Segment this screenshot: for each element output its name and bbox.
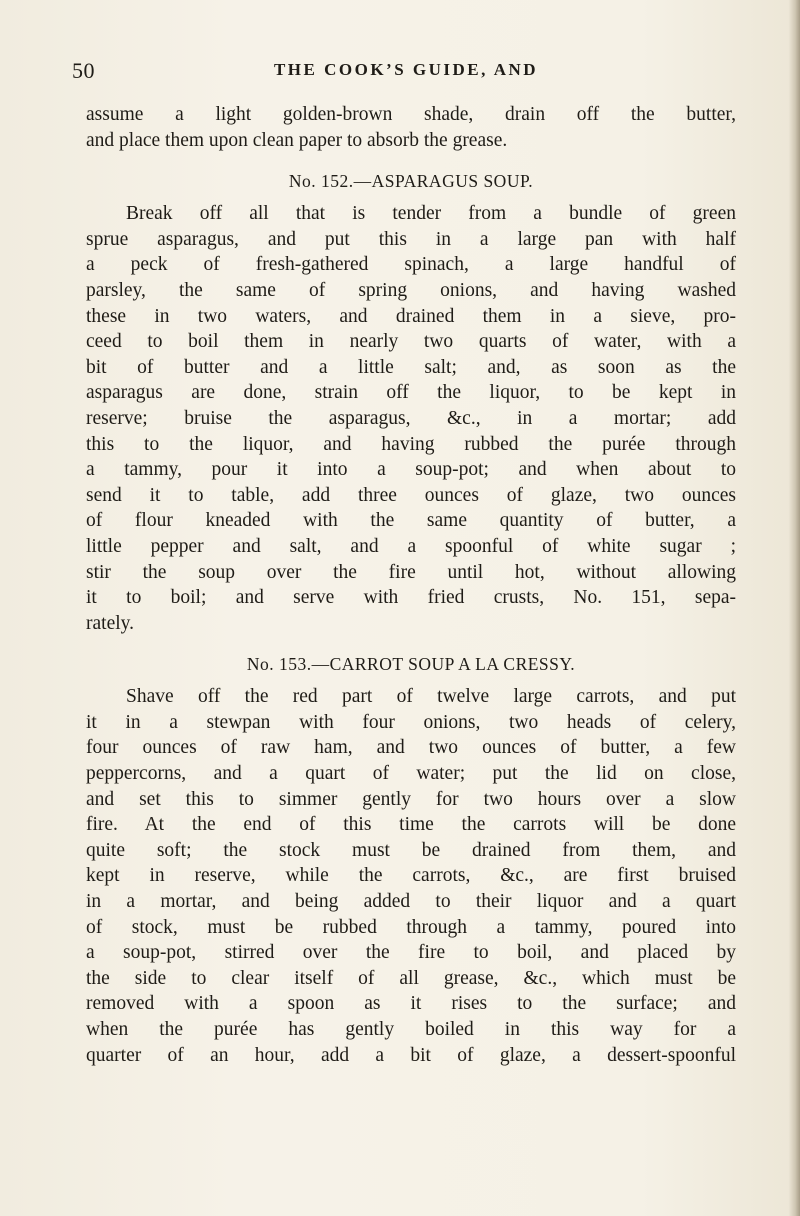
text-line: when the purée has gently boiled in this way for a xyxy=(86,1019,736,1040)
text-line: the side to clear itself of all grease, &c., which must be xyxy=(86,967,736,989)
text-line: in a mortar, and being added to their liquor and a quart xyxy=(86,891,736,913)
text-line: little pepper and salt, and a spoonful of white sugar ; xyxy=(86,535,736,557)
text-line: quarter of an hour, add a bit of glaze, a dessert-spoonful xyxy=(86,1044,736,1066)
text-line: it in a stewpan with four onions, two heads of celery, xyxy=(86,711,736,733)
recipe-153-text xyxy=(86,684,736,1068)
text-line: and set this to simmer gently for two hours over a slow xyxy=(86,788,736,810)
recipe-heading: No. 152.—ASPARAGUS SOUP. xyxy=(288,171,534,192)
running-head: THE COOK’S GUIDE, AND xyxy=(273,60,539,79)
text-line: a soup-pot, stirred over the fire to boil, and placed by xyxy=(86,942,736,964)
recipe-heading: No. 153.—CARROT SOUP A LA CRESSY. xyxy=(246,654,576,675)
text-line: asparagus are done, strain off the liquor, to be kept in xyxy=(86,382,736,404)
text-line: Shave off the red part of twelve large carrots, and put xyxy=(126,686,736,708)
text-line: kept in reserve, while the carrots, &c., are first bruised xyxy=(86,865,736,887)
text-line: and place them upon clean paper to absorb the grease. xyxy=(86,129,508,151)
text-line: Break off all that is tender from a bundle of green xyxy=(126,203,736,225)
text-line: of stock, must be rubbed through a tammy, poured into xyxy=(86,916,736,938)
text-line: quite soft; the stock must be drained from them, and xyxy=(86,839,736,861)
page-number: 50 xyxy=(72,58,95,83)
recipe-152-text xyxy=(86,201,736,636)
text-line: removed with a spoon as it rises to the surface; and xyxy=(86,993,736,1015)
text-line: stir the soup over the fire until hot, without allowing xyxy=(86,561,736,583)
page-edge-shadow xyxy=(788,0,800,1216)
text-line: reserve; bruise the asparagus, &c., in a mortar; add xyxy=(86,407,736,429)
text-line: rately. xyxy=(86,612,134,634)
page-header xyxy=(70,52,742,88)
text-line: these in two waters, and drained them in a sieve, pro- xyxy=(86,305,736,327)
text-line: it to boil; and serve with fried crusts, No. 151, sepa- xyxy=(86,587,736,609)
text-line: sprue asparagus, and put this in a large pan with half xyxy=(86,228,736,250)
text-line: bit of butter and a little salt; and, as soon as the xyxy=(86,356,736,378)
text-line: ceed to boil them in nearly two quarts of water, with a xyxy=(86,331,736,353)
text-line: a tammy, pour it into a soup-pot; and when about to xyxy=(86,459,736,481)
text-line: four ounces of raw ham, and two ounces of butter, a few xyxy=(86,737,736,759)
text-line: parsley, the same of spring onions, and having washed xyxy=(86,279,736,301)
text-line: peppercorns, and a quart of water; put the lid on close, xyxy=(86,763,736,785)
text-line: fire. At the end of this time the carrots will be done xyxy=(86,814,736,836)
text-line: this to the liquor, and having rubbed the purée through xyxy=(86,433,736,455)
text-line: send it to table, add three ounces of glaze, two ounces xyxy=(86,484,736,506)
text-line: of flour kneaded with the same quantity of butter, a xyxy=(86,510,736,532)
text-line: assume a light golden-brown shade, drain off the butter, xyxy=(86,104,736,125)
text-line: a peck of fresh-gathered spinach, a large handful of xyxy=(86,254,736,276)
page-body xyxy=(86,102,736,1068)
